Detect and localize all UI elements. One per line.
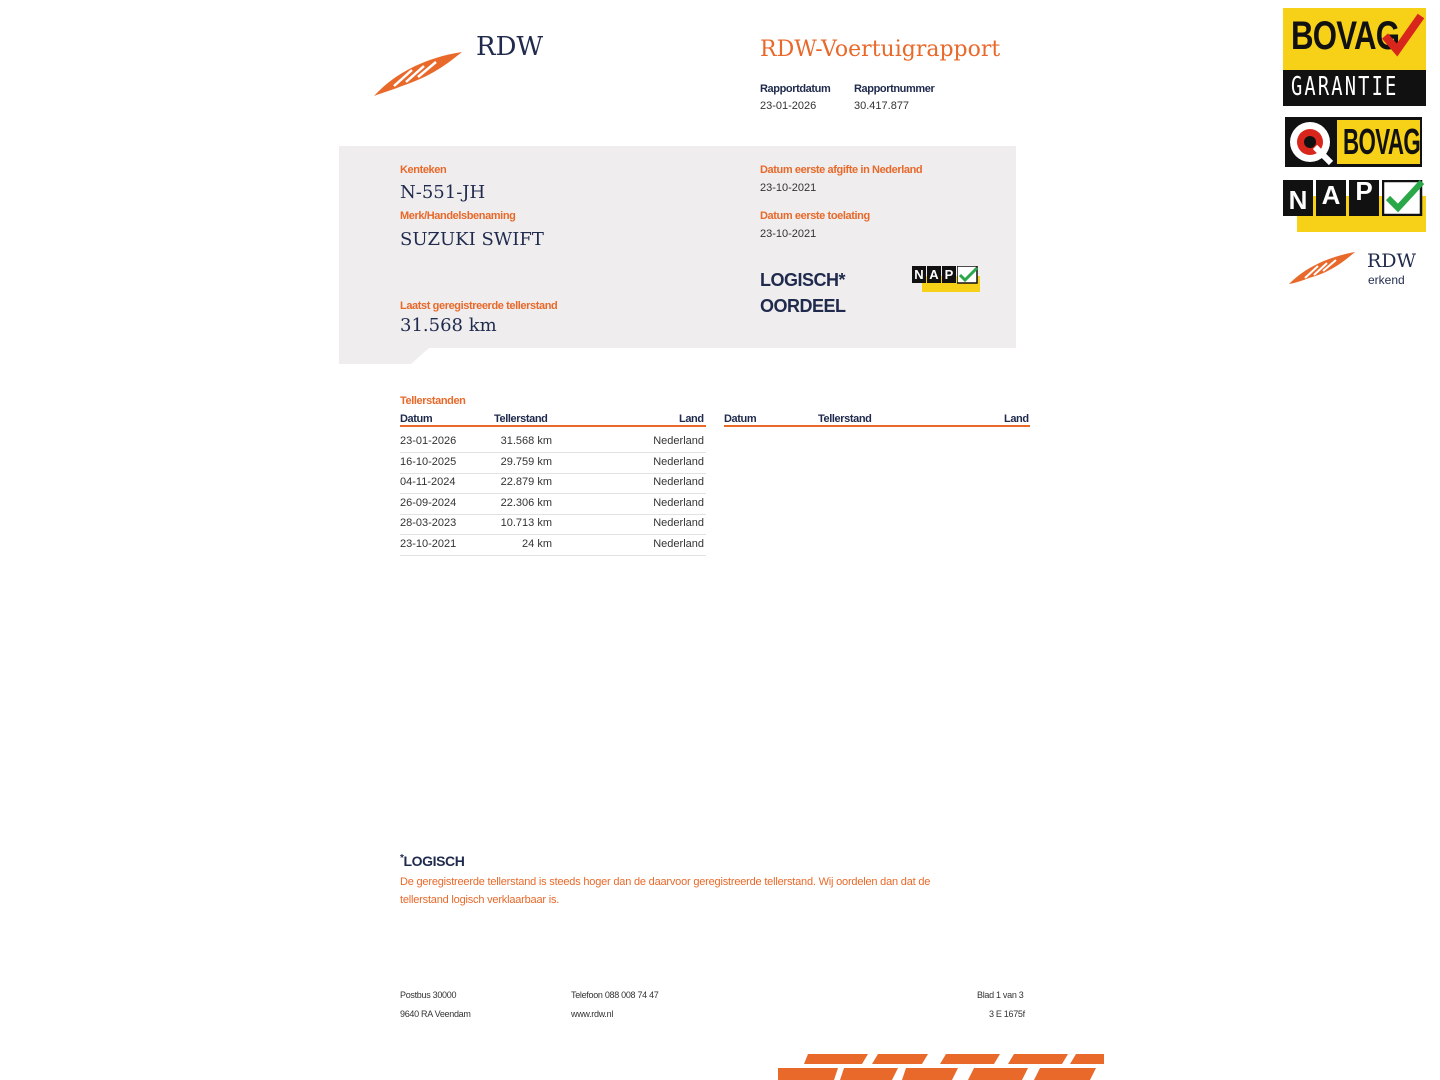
table-header-line-left [400,425,706,427]
row-datum: 26-09-2024 [400,497,457,509]
table-row [400,472,706,494]
note-title [400,853,464,869]
row-land: Nederland [653,517,704,529]
row-tellerstand: 31.568 km [500,435,552,447]
nap-large-n: N [1283,180,1313,216]
row-datum: 23-01-2026 [400,435,457,447]
footer-blad: Blad 1 van 3 [977,990,1024,1000]
nap-small-badge [912,266,980,292]
rdw-logo-text: RDW [476,32,544,62]
bovag-garantie-badge [1283,8,1426,106]
row-land: Nederland [653,435,704,447]
row-datum: 23-10-2021 [400,538,457,550]
table-row [400,493,706,515]
bovag-check-icon [1381,10,1425,60]
tellerstanden-title: Tellerstanden [400,395,466,407]
decorative-stripes [778,1050,1104,1080]
rdw-erkend-top-text: RDW [1367,250,1417,272]
toelating-value: 23-10-2021 [760,228,817,240]
nap-small-check-icon [957,266,979,284]
note-text-line1: De geregistreerde tellerstand is steeds hoger dan de daarvoor geregistreerde tellerstand. Wij oordelen dan dat de [400,876,931,888]
footer-adres: 9640 RA Veendam [400,1009,471,1019]
nap-large-p: P [1349,180,1379,216]
row-land: Nederland [653,456,704,468]
rdw-erkend-feather-icon [1287,250,1357,286]
row-tellerstand: 29.759 km [500,456,552,468]
bovag-badge [1285,117,1422,167]
row-land: Nederland [653,497,704,509]
col-datum-header-right: Datum [724,413,757,425]
table-row [400,534,706,556]
bovag-garantie-top-text: BOVAG [1291,14,1400,58]
row-tellerstand: 22.879 km [500,476,552,488]
rapportdatum-value: 23-01-2026 [760,100,817,112]
col-land-header: Land [679,413,704,425]
panel-tail [339,348,429,364]
rapportnummer-value: 30.417.877 [854,100,910,112]
table-row [400,452,706,474]
row-tellerstand: 10.713 km [500,517,552,529]
note-title-text: LOGISCH [403,853,465,869]
nap-large-a: A [1316,180,1346,216]
footer-telefoon: Telefoon 088 008 74 47 [571,990,659,1000]
toelating-label: Datum eerste toelating [760,210,870,222]
note-star: * [400,853,404,864]
rapportdatum-label: Rapportdatum [760,83,831,95]
row-datum: 04-11-2024 [400,476,456,488]
footer-postbus: Postbus 30000 [400,990,457,1000]
nap-large-check-icon [1382,180,1424,216]
footer-code: 3 E 1675f [989,1009,1025,1019]
table-row [400,513,706,535]
row-tellerstand: 22.306 km [500,497,552,509]
kenteken-label: Kenteken [400,164,447,176]
table-row [400,431,706,453]
merk-value: SUZUKI SWIFT [400,229,544,250]
col-datum-header: Datum [400,413,433,425]
tellerstand-value: 31.568 km [400,315,497,336]
row-land: Nederland [653,538,704,550]
bovag-q-icon [1285,117,1335,167]
nap-large-badge [1283,176,1426,234]
report-title: RDW-Voertuigrapport [760,37,1001,62]
nap-small-p: P [942,266,956,283]
oordeel-line2: OORDEEL [760,296,846,316]
rdw-logo [372,46,467,98]
tellerstand-label: Laatst geregistreerde tellerstand [400,300,558,312]
bovag-garantie-bottom-text: GARANTIE [1291,72,1399,102]
footer-website[interactable]: www.rdw.nl [571,1009,614,1019]
table-header-line-right [724,425,1030,427]
rdw-erkend-badge [1287,248,1427,288]
row-datum: 28-03-2023 [400,517,457,529]
bovag-text: BOVAG [1343,121,1421,162]
rdw-erkend-bottom-text: erkend [1368,273,1405,287]
oordeel-line1: LOGISCH* [760,270,846,290]
nap-small-a: A [927,266,941,283]
note-text-line2: tellerstand logisch verklaarbaar is. [400,894,560,906]
col-tellerstand-header: Tellerstand [494,413,548,425]
nap-small-n: N [912,266,926,283]
kenteken-value: N-551-JH [400,182,486,203]
afgifte-value: 23-10-2021 [760,182,817,194]
rdw-feather-icon [372,46,467,98]
merk-label: Merk/Handelsbenaming [400,210,516,222]
row-land: Nederland [653,476,704,488]
col-land-header-right: Land [1004,413,1029,425]
col-tellerstand-header-right: Tellerstand [818,413,872,425]
row-tellerstand: 24 km [522,538,552,550]
rapportnummer-label: Rapportnummer [854,83,935,95]
afgifte-label: Datum eerste afgifte in Nederland [760,164,923,176]
row-datum: 16-10-2025 [400,456,457,468]
